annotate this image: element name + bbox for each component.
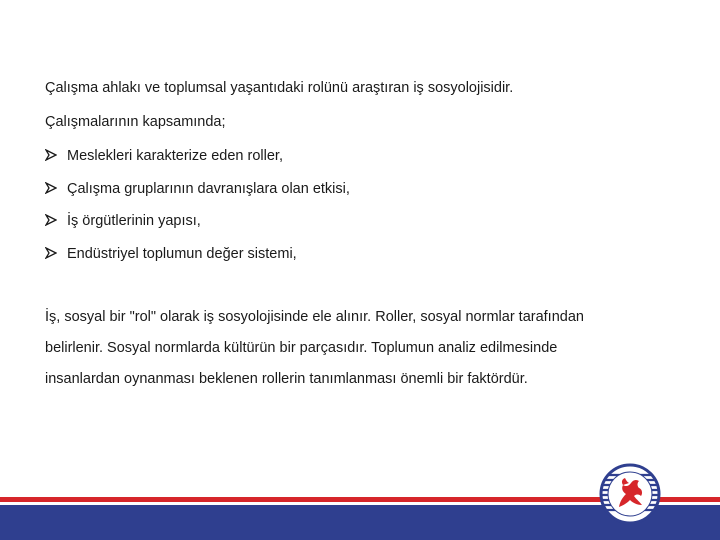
body-paragraph [45,302,685,395]
bullet-item [45,181,350,197]
bullet-item [45,148,283,164]
arrowhead-bullet-icon [45,182,57,194]
bullet-item [45,213,201,229]
bullet-text: Meslekleri karakterize eden roller, [67,148,283,164]
arrowhead-bullet-icon [45,214,57,226]
paragraph-line: belirlenir. Sosyal normlarda kültürün bir parçasıdır. Toplumun analiz edilmesinde [45,340,558,356]
scope-heading: Çalışmalarının kapsamında; [45,114,226,130]
arrowhead-bullet-icon [45,149,57,161]
bullet-text: İş örgütlerinin yapısı, [67,213,201,229]
arrowhead-bullet-icon [45,247,57,259]
bullet-item [45,246,297,262]
bullet-text: Endüstriyel toplumun değer sistemi, [67,246,297,262]
paragraph-line: insanlardan oynanması beklenen rollerin tanımlanması önemli bir faktördür. [45,371,528,387]
paragraph-line: İş, sosyal bir "rol" olarak iş sosyolojisinde ele alınır. Roller, sosyal normlar tarafından [45,309,584,325]
bullet-text: Çalışma gruplarının davranışlara olan etkisi, [67,181,350,197]
intro-text: Çalışma ahlakı ve toplumsal yaşantıdaki rolünü araştıran iş sosyolojisidir. [45,80,514,96]
university-seal-logo [599,463,661,525]
